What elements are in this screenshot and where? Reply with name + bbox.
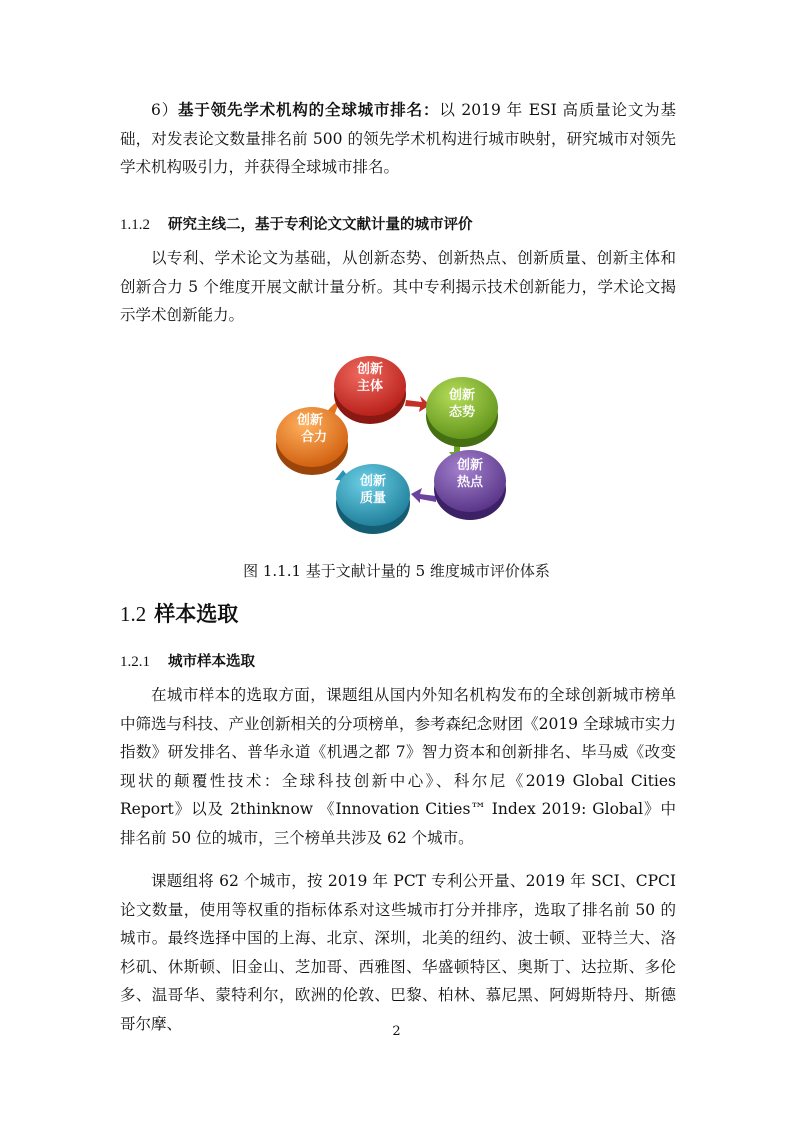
- section-heading-1-2: [120, 598, 238, 628]
- paragraph-6-text: 以 2019 年 ESI 高质量论文为基础，对发表论文数量排名前 500 的领先学术机构进行城市映射，研究城市对领先学术机构吸引力，并获得全球城市排名。: [120, 101, 676, 176]
- section-heading-1-2-1: [120, 650, 255, 671]
- node-synergy-line1: 创新: [296, 413, 324, 428]
- figure-innovation-cycle: [268, 346, 526, 540]
- node-hotspot-line1: 创新: [456, 458, 484, 473]
- paragraph-1-2-1-a: 在城市样本的选取方面，课题组从国内外知名机构发布的全球创新城市榜单中筛选与科技、产业创新相关的分项榜单，参考森纪念财团《2019 全球城市实力指数》研发排名、普华永道《机遇之都 7》智力资本和创新排名、毕马威《改变现状的颠覆性技术：全球科技创新中心》、科尔尼《2019 Global Cities Report》以及 2thinknow 《Innovation Cities™ Index 2019: Global》中排名前 50 位的城市，三个榜单共涉及 62 个城市。: [120, 686, 676, 847]
- section-number: 1.2.1: [120, 654, 150, 670]
- paragraph-1-2-1-b: 课题组将 62 个城市，按 2019 年 PCT 专利公开量、2019 年 SCI、CPCI 论文数量，使用等权重的指标体系对这些城市打分并排序，选取了排名前 50 的城市。最终选择中国的上海、北京、深圳，北美的纽约、波士顿、亚特兰大、洛杉矶、休斯顿、旧金山、芝加哥、西雅图、华盛顿特区、奥斯丁、达拉斯、多伦多、温哥华、蒙特利尔，欧洲的伦敦、巴黎、柏林、慕尼黑、阿姆斯特丹、斯德哥尔摩、: [120, 872, 676, 1033]
- node-quality-line2: 质量: [359, 491, 387, 506]
- page-number: 2: [392, 1024, 401, 1039]
- paragraph-6-colon: ：: [422, 101, 440, 119]
- node-quality: [336, 464, 410, 534]
- paragraph-6-label: 6）: [151, 101, 179, 119]
- section-number: 1.1.2: [120, 217, 150, 233]
- node-trend: [426, 377, 498, 447]
- section-number: 1.2: [120, 602, 147, 626]
- paragraph-1-1-2: 以专利、学术论文为基础，从创新态势、创新热点、创新质量、创新主体和创新合力 5 个维度开展文献计量分析。其中专利揭示技术创新能力，学术论文揭示学术创新能力。: [120, 249, 676, 324]
- node-quality-line1: 创新: [359, 474, 387, 489]
- node-synergy-line2: 合力: [300, 430, 328, 445]
- node-subject: [334, 356, 406, 424]
- node-trend-line1: 创新: [448, 388, 476, 403]
- node-trend-line2: 态势: [448, 405, 476, 420]
- section-title: 城市样本选取: [168, 654, 255, 670]
- section-title: 样本选取: [154, 602, 239, 626]
- node-subject-line2: 主体: [356, 379, 384, 394]
- figure-caption: 图 1.1.1 基于文献计量的 5 维度城市评价体系: [243, 562, 550, 580]
- node-synergy: [276, 407, 348, 475]
- node-hotspot: [434, 450, 506, 520]
- paragraph-6: [120, 96, 676, 182]
- section-title: 研究主线二，基于专利论文文献计量的城市评价: [168, 217, 473, 233]
- arrow-bottom: [411, 488, 436, 503]
- paragraph-6-title: 基于领先学术机构的全球城市排名: [178, 101, 423, 119]
- node-subject-line1: 创新: [356, 362, 384, 377]
- node-hotspot-line2: 热点: [456, 475, 484, 490]
- section-heading-1-1-2: [120, 213, 473, 234]
